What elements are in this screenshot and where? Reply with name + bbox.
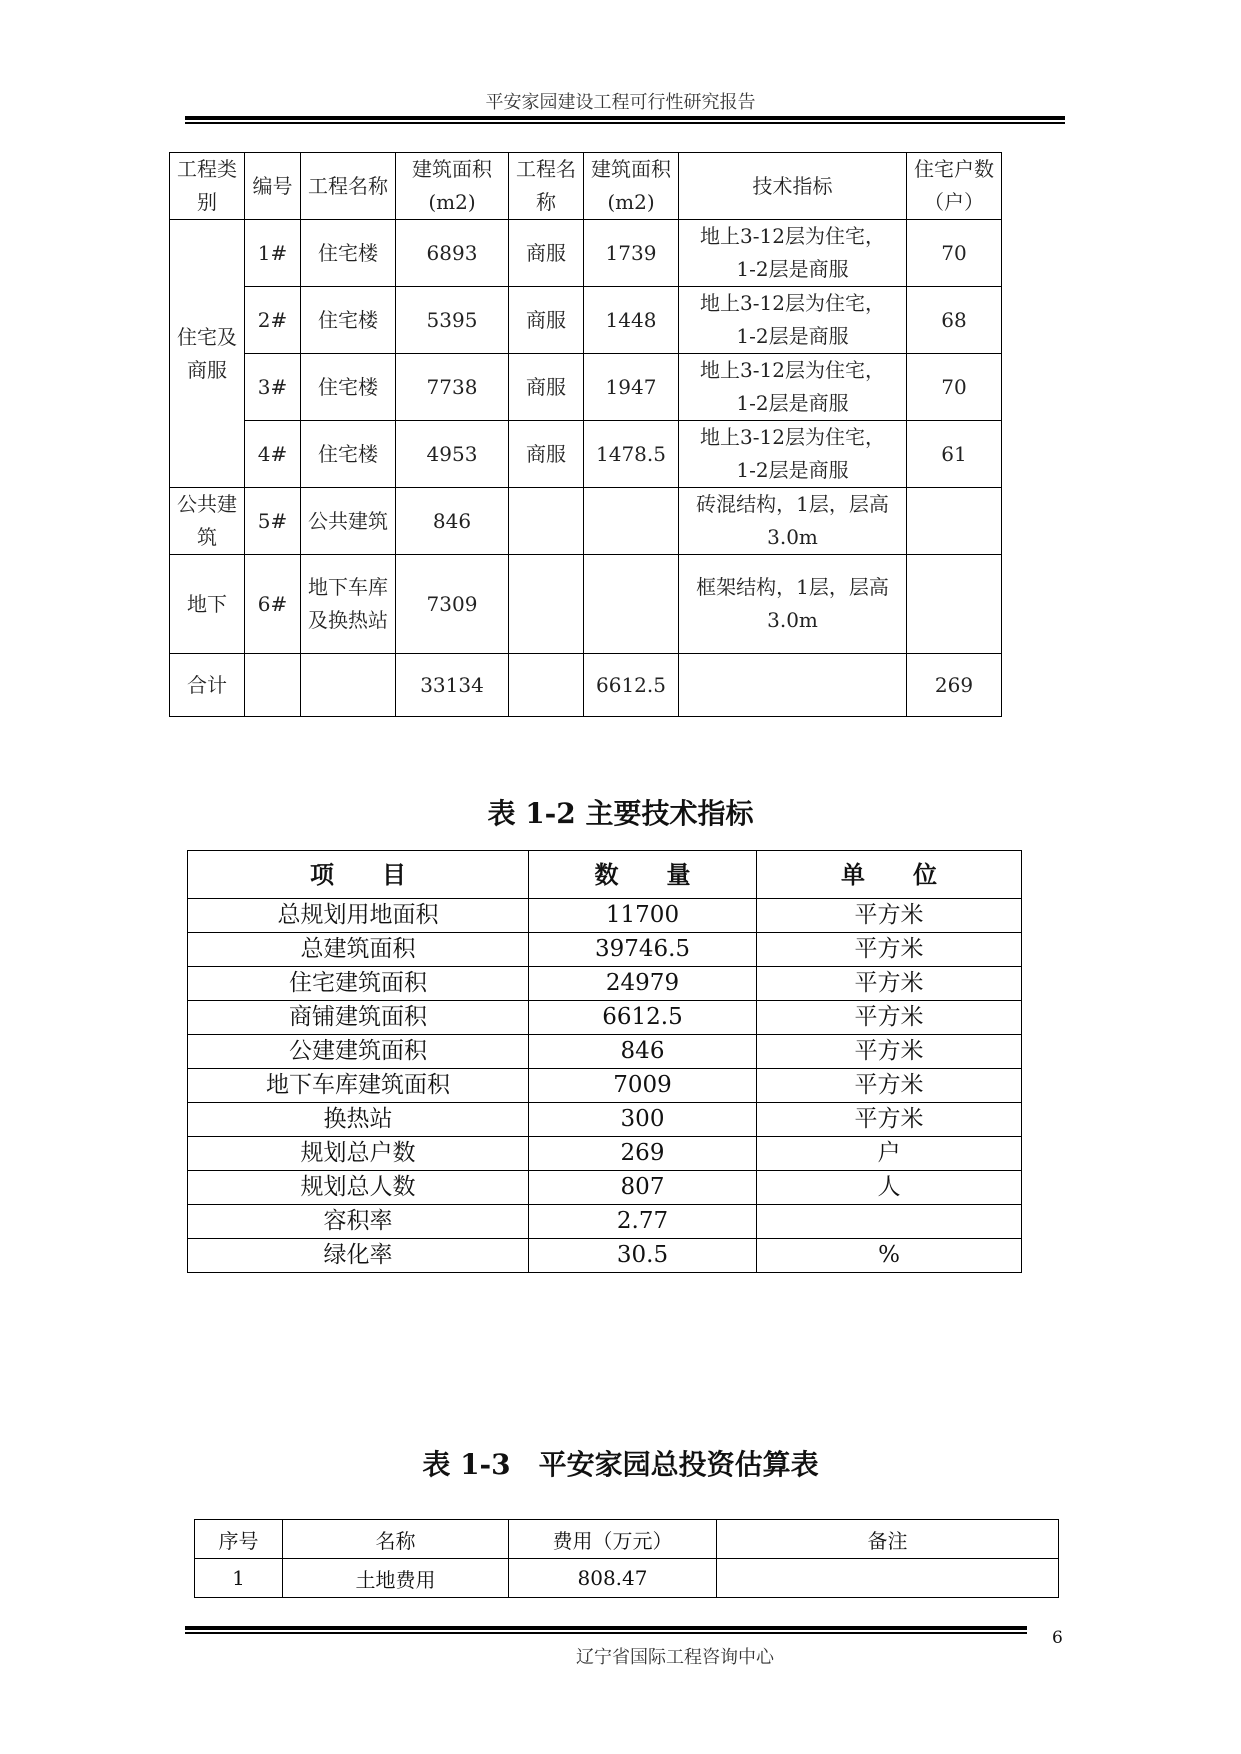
table-row: [170, 287, 1002, 354]
table-row: [188, 1239, 1022, 1273]
table-row: [170, 421, 1002, 488]
tech-cell: 地上3-12层为住宅， 1-2层是商服: [679, 220, 907, 287]
table-row: [188, 1137, 1022, 1171]
table-row: [170, 354, 1002, 421]
quantity-cell: 39746.5: [529, 933, 757, 967]
tech-cell: 地上3-12层为住宅， 1-2层是商服: [679, 421, 907, 488]
header-cell: 工程类别: [170, 153, 245, 220]
header-cell: 编号: [245, 153, 301, 220]
table-row: [170, 555, 1002, 654]
unit-cell: 平方米: [757, 1035, 1022, 1069]
number-cell: 4#: [245, 421, 301, 488]
name-cell: 住宅楼: [301, 421, 396, 488]
item-cell: 总建筑面积: [188, 933, 529, 967]
number-cell: 2#: [245, 287, 301, 354]
quantity-cell: 269: [529, 1137, 757, 1171]
quantity-cell: 30.5: [529, 1239, 757, 1273]
item-cell: 总规划用地面积: [188, 899, 529, 933]
table-row: [188, 967, 1022, 1001]
name-cell: 公共建筑: [301, 488, 396, 555]
page-number: 6: [1052, 1628, 1063, 1648]
name2-cell: 商服: [509, 287, 584, 354]
total-area: 33134: [396, 654, 509, 717]
item-cell: 公建建筑面积: [188, 1035, 529, 1069]
area-cell: 7309: [396, 555, 509, 654]
header-cell: 工程名称: [509, 153, 584, 220]
footer-rule-thick: [185, 1626, 1027, 1630]
category-cell: 住宅及商服: [170, 220, 245, 488]
unit-cell: 平方米: [757, 1069, 1022, 1103]
header-cell: 住宅户数（户）: [907, 153, 1002, 220]
item-cell: 容积率: [188, 1205, 529, 1239]
number-cell: 1#: [245, 220, 301, 287]
footer-rule-thin: [185, 1632, 1027, 1634]
quantity-cell: 6612.5: [529, 1001, 757, 1035]
header-cell: 数 量: [529, 851, 757, 899]
number-cell: 5#: [245, 488, 301, 555]
tech-cell: 砖混结构，1层，层高 3.0m: [679, 488, 907, 555]
name2-cell: [509, 488, 584, 555]
header-cell: 序号: [195, 1520, 283, 1559]
unit-cell: 户: [757, 1137, 1022, 1171]
table-row: [188, 899, 1022, 933]
table-row: [188, 933, 1022, 967]
item-cell: 换热站: [188, 1103, 529, 1137]
name2-cell: [509, 555, 584, 654]
unit-cell: 平方米: [757, 967, 1022, 1001]
header-cell: 技术指标: [679, 153, 907, 220]
name2-cell: 商服: [509, 421, 584, 488]
households-cell: 70: [907, 220, 1002, 287]
header-rule-thick: [185, 116, 1065, 120]
area-cell: 846: [396, 488, 509, 555]
quantity-cell: 11700: [529, 899, 757, 933]
table-row: [188, 1069, 1022, 1103]
category-cell: 地下: [170, 555, 245, 654]
area-cell: 5395: [396, 287, 509, 354]
tech-cell: 框架结构，1层，层高 3.0m: [679, 555, 907, 654]
table-caption: 表 1-2 主要技术指标: [487, 797, 754, 830]
table-row: [188, 1001, 1022, 1035]
unit-cell: 平方米: [757, 933, 1022, 967]
tech-cell: 地上3-12层为住宅， 1-2层是商服: [679, 354, 907, 421]
number-cell: 6#: [245, 555, 301, 654]
total-label: 合计: [170, 654, 245, 717]
area2-cell: 1448: [584, 287, 679, 354]
area2-cell: 1947: [584, 354, 679, 421]
header-cell: 名称: [283, 1520, 509, 1559]
cost-cell: 808.47: [509, 1559, 717, 1598]
name-cell: 土地费用: [283, 1559, 509, 1598]
header-cell: 工程名称: [301, 153, 396, 220]
area2-cell: [584, 555, 679, 654]
header-cell: 建筑面积(m2): [584, 153, 679, 220]
building-breakdown-table: [169, 152, 1002, 717]
total-row: [170, 654, 1002, 717]
households-cell: [907, 488, 1002, 555]
table-row: [170, 220, 1002, 287]
name-cell: 地下车库及换热站: [301, 555, 396, 654]
unit-cell: 平方米: [757, 1103, 1022, 1137]
table-row: [188, 1171, 1022, 1205]
technical-indicators-table: [187, 850, 1022, 1273]
item-cell: 地下车库建筑面积: [188, 1069, 529, 1103]
unit-cell: 人: [757, 1171, 1022, 1205]
investment-estimate-table: [194, 1519, 1059, 1598]
table-row: [188, 1035, 1022, 1069]
quantity-cell: 24979: [529, 967, 757, 1001]
name-cell: 住宅楼: [301, 220, 396, 287]
item-cell: 绿化率: [188, 1239, 529, 1273]
area-cell: 4953: [396, 421, 509, 488]
name-cell: 住宅楼: [301, 354, 396, 421]
table-row: [170, 488, 1002, 555]
header-rule-thin: [185, 122, 1065, 124]
area2-cell: 1478.5: [584, 421, 679, 488]
header-cell: 费用（万元）: [509, 1520, 717, 1559]
total-households: 269: [907, 654, 1002, 717]
running-header: 平安家园建设工程可行性研究报告: [485, 92, 756, 113]
tech-cell: 地上3-12层为住宅， 1-2层是商服: [679, 287, 907, 354]
unit-cell: 平方米: [757, 899, 1022, 933]
table-header-row: [195, 1520, 1059, 1559]
seq-cell: 1: [195, 1559, 283, 1598]
item-cell: 住宅建筑面积: [188, 967, 529, 1001]
item-cell: 规划总户数: [188, 1137, 529, 1171]
quantity-cell: 846: [529, 1035, 757, 1069]
quantity-cell: 2.77: [529, 1205, 757, 1239]
quantity-cell: 7009: [529, 1069, 757, 1103]
quantity-cell: 300: [529, 1103, 757, 1137]
total-area2: 6612.5: [584, 654, 679, 717]
area-cell: 6893: [396, 220, 509, 287]
households-cell: 61: [907, 421, 1002, 488]
header-cell: 项 目: [188, 851, 529, 899]
item-cell: 规划总人数: [188, 1171, 529, 1205]
table-row: [188, 1103, 1022, 1137]
table-row: [188, 1205, 1022, 1239]
name2-cell: 商服: [509, 354, 584, 421]
unit-cell: 平方米: [757, 1001, 1022, 1035]
name2-cell: 商服: [509, 220, 584, 287]
header-cell: 备注: [717, 1520, 1059, 1559]
number-cell: 3#: [245, 354, 301, 421]
quantity-cell: 807: [529, 1171, 757, 1205]
table-caption: 表 1-3 平安家园总投资估算表: [422, 1448, 819, 1481]
item-cell: 商铺建筑面积: [188, 1001, 529, 1035]
header-cell: 单 位: [757, 851, 1022, 899]
note-cell: [717, 1559, 1059, 1598]
name-cell: 住宅楼: [301, 287, 396, 354]
area2-cell: [584, 488, 679, 555]
footer-organization: 辽宁省国际工程咨询中心: [576, 1647, 774, 1668]
households-cell: 70: [907, 354, 1002, 421]
header-cell: 建筑面积(m2): [396, 153, 509, 220]
households-cell: 68: [907, 287, 1002, 354]
table-header-row: [170, 153, 1002, 220]
unit-cell: %: [757, 1239, 1022, 1273]
table-header-row: [188, 851, 1022, 899]
table-row: [195, 1559, 1059, 1598]
category-cell: 公共建筑: [170, 488, 245, 555]
area2-cell: 1739: [584, 220, 679, 287]
unit-cell: [757, 1205, 1022, 1239]
area-cell: 7738: [396, 354, 509, 421]
households-cell: [907, 555, 1002, 654]
